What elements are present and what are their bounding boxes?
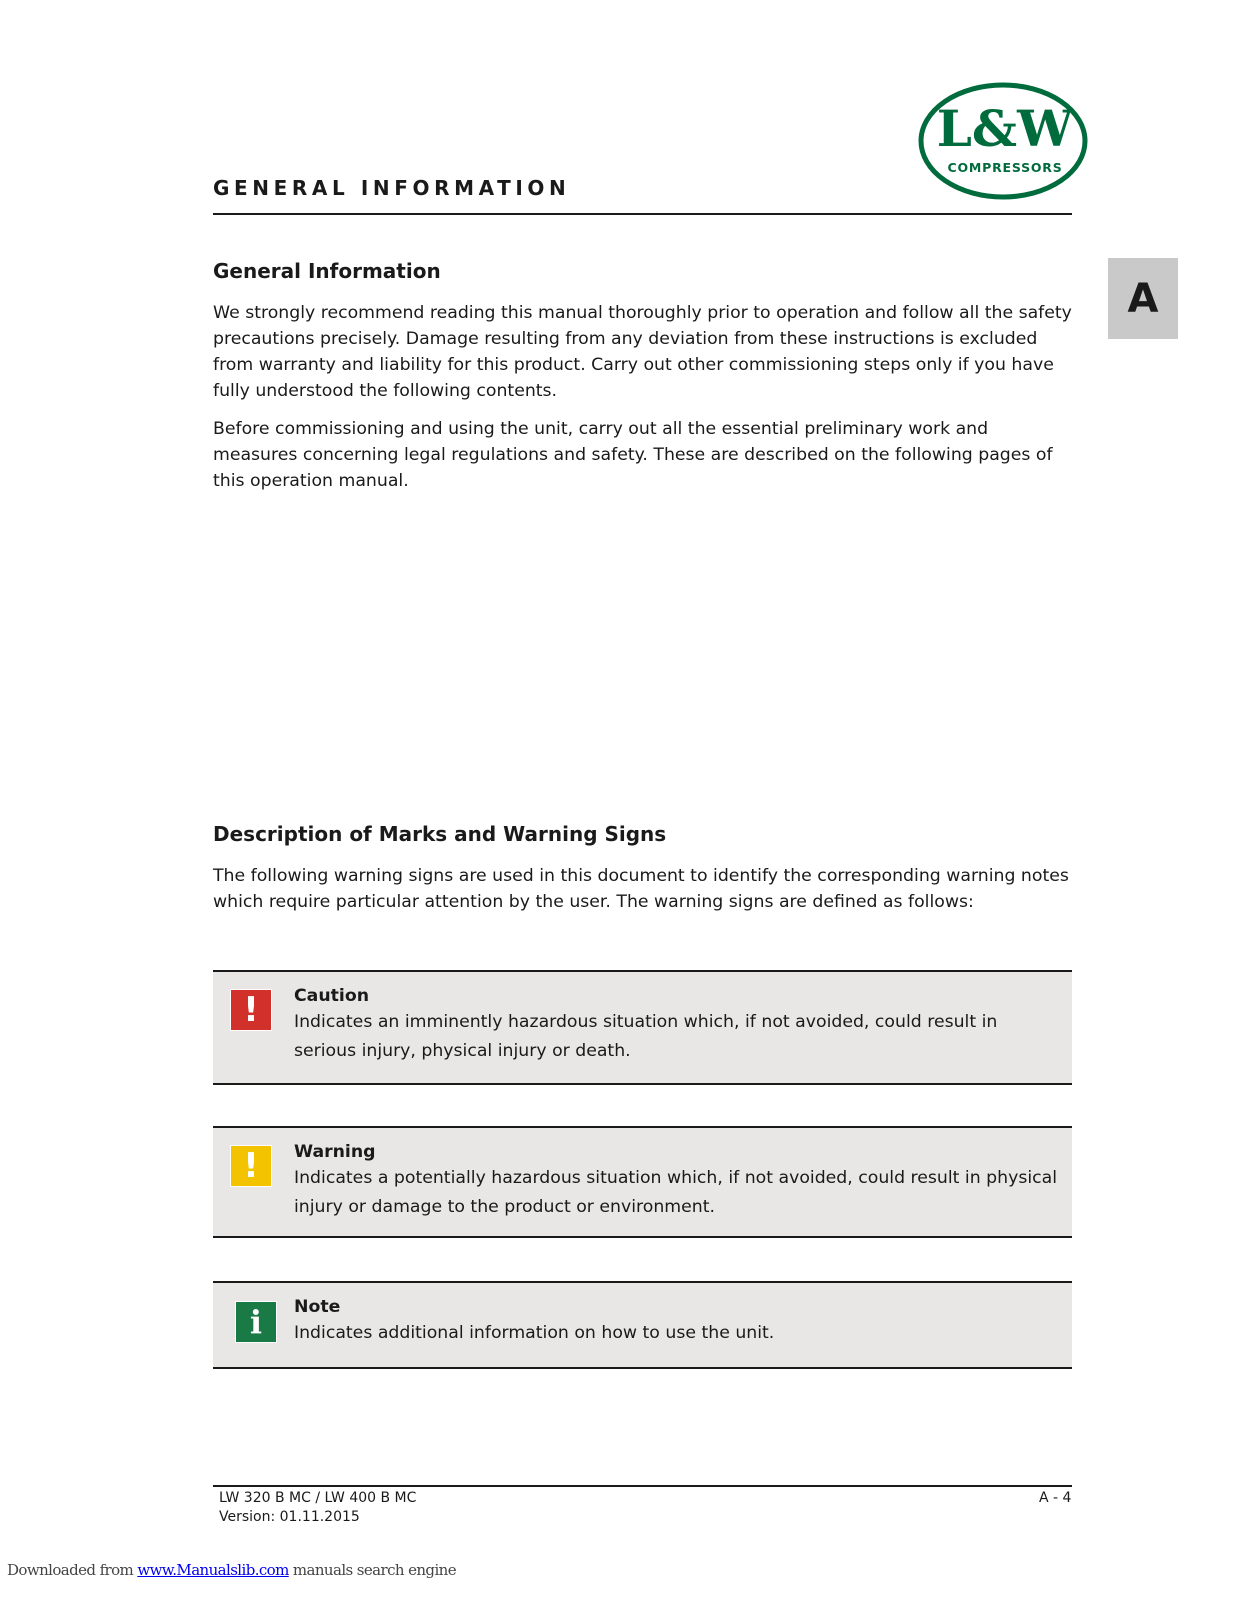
caution-box <box>213 970 1072 1085</box>
warning-title: Warning <box>294 1142 376 1162</box>
general-information-heading: General Information <box>213 259 441 283</box>
logo-sub-text: COMPRESSORS <box>947 160 1063 175</box>
marks-heading: Description of Marks and Warning Signs <box>213 822 667 846</box>
lw-compressors-logo <box>918 82 1088 200</box>
download-notice <box>7 1561 456 1579</box>
note-info-icon: i <box>235 1301 277 1343</box>
general-information-paragraph: Before commissioning and using the unit, carry out all the essential preliminary work and measures concerning legal regulations and safety. These are described on the following pages of this operation manual. <box>213 419 1053 491</box>
download-prefix: Downloaded from <box>7 1561 138 1579</box>
manualslib-link[interactable]: www.Manualslib.com <box>137 1561 289 1579</box>
section-tab: A <box>1108 258 1178 339</box>
general-information-paragraph: We strongly recommend reading this manual thoroughly prior to operation and follow all the safety precautions precisely. Damage resulting from any deviation from these instructions is excluded from warranty and liability for this product. Carry out other commissioning steps only if you have fully understood the following contents. <box>213 303 1072 401</box>
warning-text: Indicates a potentially hazardous situation which, if not avoided, could result in physical injury or damage to the product or environment. <box>294 1168 1058 1217</box>
download-suffix: manuals search engine <box>288 1561 456 1579</box>
warning-box <box>213 1126 1072 1238</box>
header-rule <box>213 213 1072 215</box>
footer-page-number: A - 4 <box>1039 1490 1072 1506</box>
caution-exclamation-icon: ! <box>230 989 272 1031</box>
caution-title: Caution <box>294 986 370 1006</box>
footer-model: LW 320 B MC / LW 400 B MC <box>219 1490 417 1506</box>
footer-rule <box>213 1485 1072 1487</box>
logo-main-text: L&W <box>936 99 1074 158</box>
caution-text: Indicates an imminently hazardous situation which, if not avoided, could result in serious injury, physical injury or death. <box>294 1012 998 1061</box>
note-box <box>213 1281 1072 1369</box>
note-title: Note <box>294 1297 341 1317</box>
header-title: GENERAL INFORMATION <box>213 176 571 200</box>
footer-version: Version: 01.11.2015 <box>219 1509 360 1525</box>
warning-exclamation-icon: ! <box>230 1145 272 1187</box>
note-text: Indicates additional information on how to use the unit. <box>294 1323 775 1343</box>
marks-intro-paragraph: The following warning signs are used in this document to identify the corresponding warning notes which require particular attention by the user. The warning signs are defined as follows: <box>213 866 1069 912</box>
logo-graphic <box>918 82 1088 200</box>
